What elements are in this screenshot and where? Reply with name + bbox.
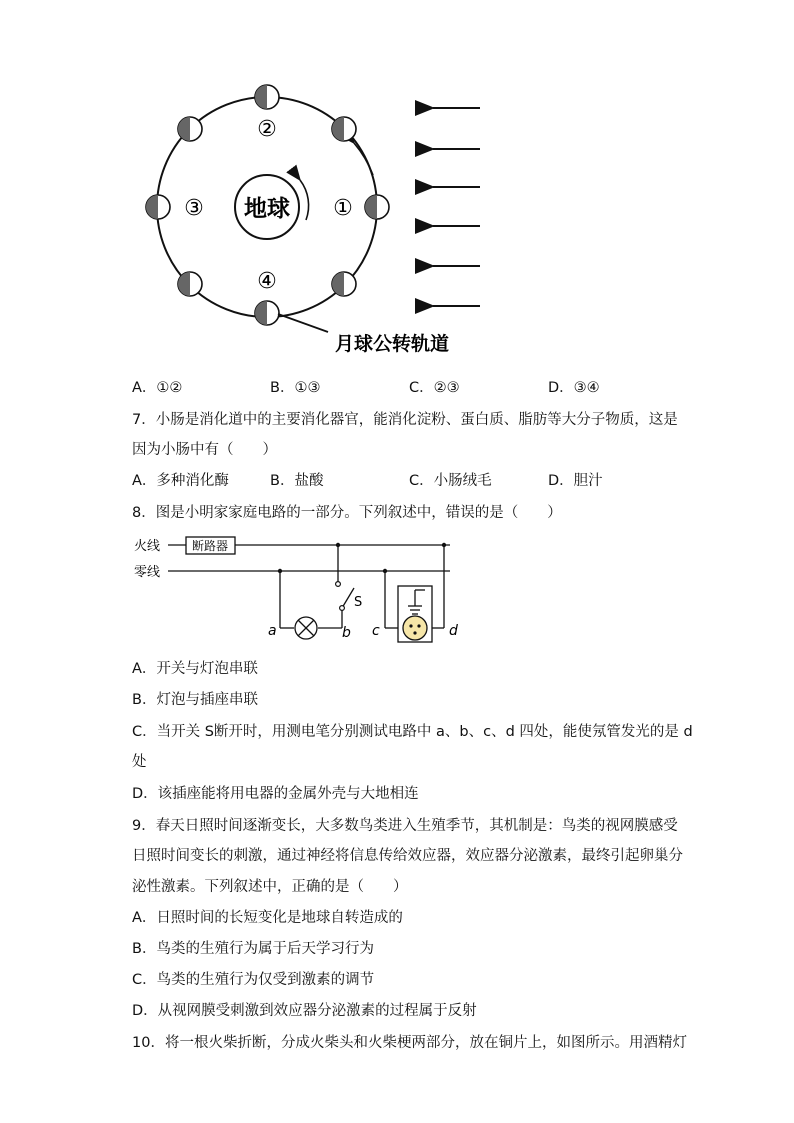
position-4-label: ④ bbox=[257, 269, 277, 294]
q6-option-d: D．③④ bbox=[548, 380, 600, 396]
q8-option-c: C．当开关 S断开时，用测电笔分别测试电路中 a、b、c、d 四处，能使氖管发光的是 d bbox=[132, 724, 693, 740]
q6-option-b: B．①③ bbox=[270, 380, 321, 396]
circuit-figure bbox=[132, 530, 472, 648]
q6-option-c: C．②③ bbox=[409, 380, 460, 396]
q8-option-d: D．该插座能将用电器的金属外壳与大地相连 bbox=[132, 786, 419, 802]
neutral-wire-label: 零线 bbox=[134, 565, 161, 580]
q6-option-a: A．①② bbox=[132, 380, 183, 396]
orbit-label: 月球公转轨道 bbox=[334, 333, 450, 355]
q7-stem-line-2: 因为小肠中有（ ） bbox=[132, 442, 277, 458]
position-1-label: ① bbox=[333, 196, 353, 221]
switch-label: S bbox=[354, 595, 363, 610]
q8-option-c-continued: 处 bbox=[132, 754, 147, 770]
q9-stem-line-1: 9．春天日照时间逐渐变长，大多数鸟类进入生殖季节，其机制是：鸟类的视网膜感受 bbox=[132, 818, 678, 834]
switch-blade bbox=[342, 588, 354, 608]
moon-icon bbox=[178, 272, 202, 296]
point-d-label: d bbox=[449, 623, 458, 639]
breaker-label: 断路器 bbox=[191, 539, 229, 553]
moon-orbit-figure bbox=[130, 80, 500, 370]
moon-icon bbox=[255, 301, 279, 325]
position-3-label: ③ bbox=[184, 196, 204, 221]
q7-option-a: A．多种消化酶 bbox=[132, 473, 229, 489]
live-wire-label: 火线 bbox=[134, 539, 161, 554]
q9-stem-line-2: 日照时间变长的刺激，通过神经将信息传给效应器，效应器分泌激素，最终引起卵巢分 bbox=[132, 848, 683, 864]
q9-option-d: D．从视网膜受刺激到效应器分泌激素的过程属于反射 bbox=[132, 1003, 477, 1019]
q9-option-c: C．鸟类的生殖行为仅受到激素的调节 bbox=[132, 972, 375, 988]
q8-option-a: A．开关与灯泡串联 bbox=[132, 661, 258, 677]
point-b-label: b bbox=[342, 625, 351, 641]
moon-icon bbox=[146, 195, 170, 219]
point-a-label: a bbox=[268, 623, 277, 639]
sunlight-arrows bbox=[433, 108, 480, 306]
position-2-label: ② bbox=[257, 117, 277, 142]
q10-stem-line-1: 10．将一根火柴折断，分成火柴头和火柴梗两部分，放在铜片上，如图所示。用酒精灯 bbox=[132, 1035, 687, 1051]
moon-icon bbox=[332, 117, 356, 141]
orbit-leader-line bbox=[278, 314, 328, 332]
q7-option-c: C．小肠绒毛 bbox=[409, 473, 492, 489]
q9-stem-line-3: 泌性激素。下列叙述中，正确的是（ ） bbox=[132, 879, 408, 895]
q9-option-a: A．日照时间的长短变化是地球自转造成的 bbox=[132, 910, 403, 926]
moon-icon bbox=[365, 195, 389, 219]
q8-option-b: B．灯泡与插座串联 bbox=[132, 692, 258, 708]
q9-option-b: B．鸟类的生殖行为属于后天学习行为 bbox=[132, 941, 374, 957]
earth-rotation-arrow bbox=[300, 180, 309, 220]
moon-icon bbox=[332, 272, 356, 296]
orbit-direction-arrow bbox=[354, 143, 373, 175]
q7-stem-line-1: 7．小肠是消化道中的主要消化器官，能消化淀粉、蛋白质、脂肪等大分子物质，这是 bbox=[132, 412, 678, 428]
moon-icon bbox=[255, 85, 279, 109]
q7-option-b: B．盐酸 bbox=[270, 473, 324, 489]
q8-stem: 8．图是小明家家庭电路的一部分。下列叙述中，错误的是（ ） bbox=[132, 505, 562, 521]
q7-option-d: D．胆汁 bbox=[548, 473, 603, 489]
socket-face bbox=[403, 616, 427, 640]
point-c-label: c bbox=[372, 623, 380, 639]
moon-icon bbox=[178, 117, 202, 141]
earth-label: 地球 bbox=[244, 196, 290, 222]
